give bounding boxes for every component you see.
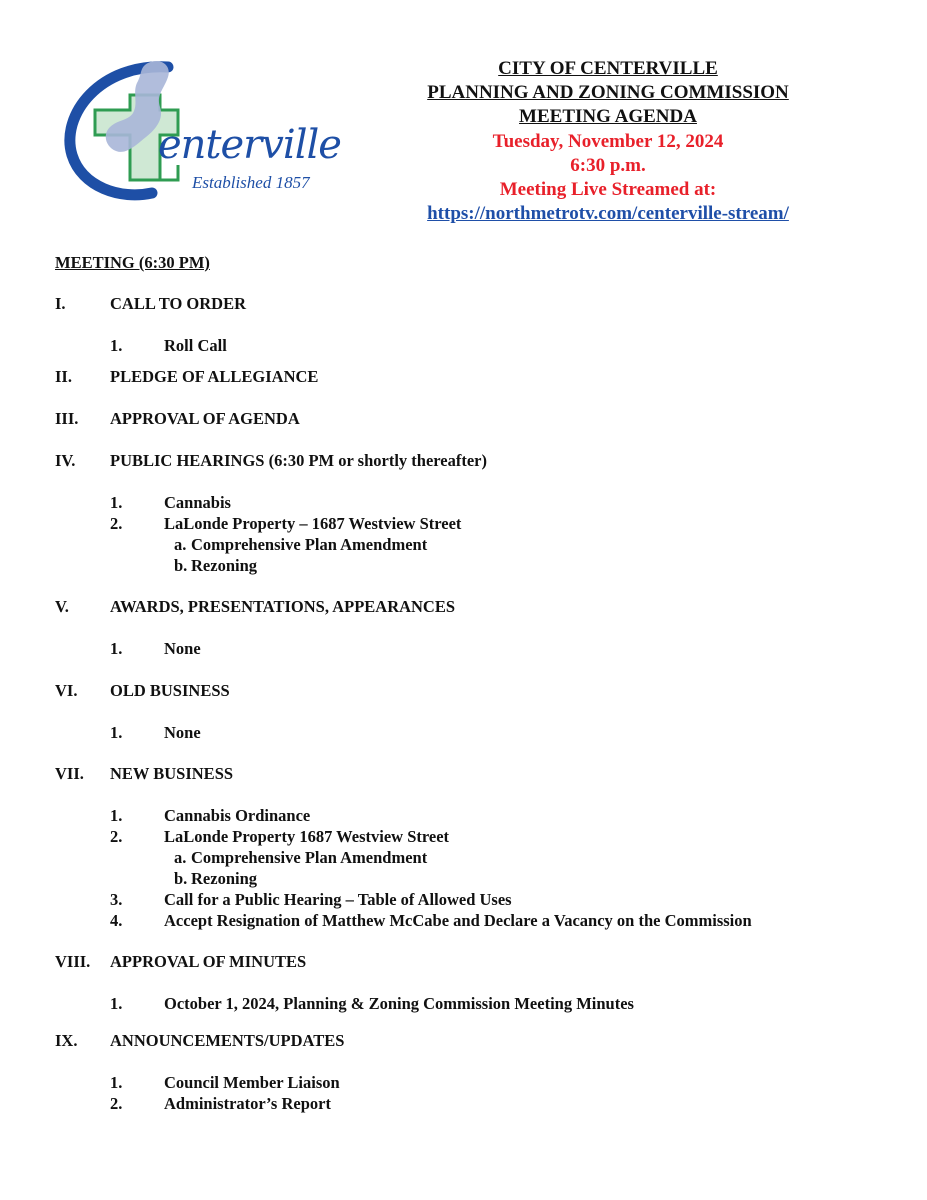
header-city: CITY OF CENTERVILLE: [498, 58, 718, 79]
header-commission: PLANNING AND ZONING COMMISSION: [427, 82, 789, 103]
item-cannabis-ordinance: Cannabis Ordinance: [164, 806, 311, 825]
section-title-old-business: OLD BUSINESS: [110, 681, 230, 700]
section-number: II.: [55, 367, 72, 386]
item-number: 2.: [110, 514, 123, 533]
item-number: 1.: [110, 723, 123, 742]
section-title-call-to-order: CALL TO ORDER: [110, 294, 247, 313]
section-title-announcements: ANNOUNCEMENTS/UPDATES: [110, 1031, 345, 1050]
stream-link[interactable]: https://northmetrotv.com/centerville-stream/: [427, 203, 789, 224]
logo-tagline: Established 1857: [192, 173, 310, 192]
item-none: None: [164, 639, 201, 658]
section-number: V.: [55, 597, 69, 616]
header-stream-label: Meeting Live Streamed at:: [499, 179, 717, 200]
item-number: 4.: [110, 911, 123, 930]
section-number: IV.: [55, 451, 76, 470]
item-lalonde-property: LaLonde Property – 1687 Westview Street: [164, 514, 462, 533]
logo-wordmark: enterville: [158, 122, 341, 168]
sub-item-letter: b.: [174, 869, 188, 888]
item-lalonde-property: LaLonde Property 1687 Westview Street: [164, 827, 450, 846]
sub-item-comp-plan: Comprehensive Plan Amendment: [191, 535, 428, 554]
header-agenda: MEETING AGENDA: [519, 106, 697, 127]
item-number: 2.: [110, 1094, 123, 1113]
header-date: Tuesday, November 12, 2024: [492, 131, 724, 152]
sub-item-rezoning: Rezoning: [191, 869, 257, 888]
item-roll-call: Roll Call: [164, 336, 227, 355]
item-council-liaison: Council Member Liaison: [164, 1073, 340, 1092]
item-number: 1.: [110, 1073, 123, 1092]
section-title-approval-agenda: APPROVAL OF AGENDA: [110, 409, 300, 428]
sub-item-letter: a.: [174, 848, 187, 867]
city-logo: [60, 55, 341, 205]
section-title-new-business: NEW BUSINESS: [110, 764, 234, 783]
item-call-public-hearing: Call for a Public Hearing – Table of Allowed Uses: [164, 890, 512, 909]
section-title-public-hearings: PUBLIC HEARINGS (6:30 PM or shortly thereafter): [110, 451, 488, 470]
sub-item-comp-plan: Comprehensive Plan Amendment: [191, 848, 428, 867]
section-title-awards: AWARDS, PRESENTATIONS, APPEARANCES: [110, 597, 456, 616]
item-administrator-report: Administrator’s Report: [164, 1094, 331, 1113]
item-number: 1.: [110, 994, 123, 1013]
item-number: 3.: [110, 890, 123, 909]
sub-item-letter: a.: [174, 535, 187, 554]
item-number: 2.: [110, 827, 123, 846]
item-accept-resignation: Accept Resignation of Matthew McCabe and Declare a Vacancy on the Commission: [164, 911, 752, 930]
item-october-minutes: October 1, 2024, Planning & Zoning Commission Meeting Minutes: [164, 994, 634, 1013]
section-number: VIII.: [55, 952, 91, 971]
section-title-pledge: PLEDGE OF ALLEGIANCE: [110, 367, 319, 386]
item-number: 1.: [110, 806, 123, 825]
section-number: VI.: [55, 681, 78, 700]
section-title-approval-minutes: APPROVAL OF MINUTES: [110, 952, 307, 971]
header-time: 6:30 p.m.: [570, 155, 646, 176]
item-number: 1.: [110, 493, 123, 512]
section-number: I.: [55, 294, 66, 313]
item-number: 1.: [110, 639, 123, 658]
item-cannabis: Cannabis: [164, 493, 231, 512]
item-none: None: [164, 723, 201, 742]
meeting-heading: MEETING (6:30 PM): [55, 253, 210, 272]
sub-item-rezoning: Rezoning: [191, 556, 257, 575]
section-number: IX.: [55, 1031, 78, 1050]
section-number: III.: [55, 409, 79, 428]
section-number: VII.: [55, 764, 84, 783]
sub-item-letter: b.: [174, 556, 188, 575]
item-number: 1.: [110, 336, 123, 355]
